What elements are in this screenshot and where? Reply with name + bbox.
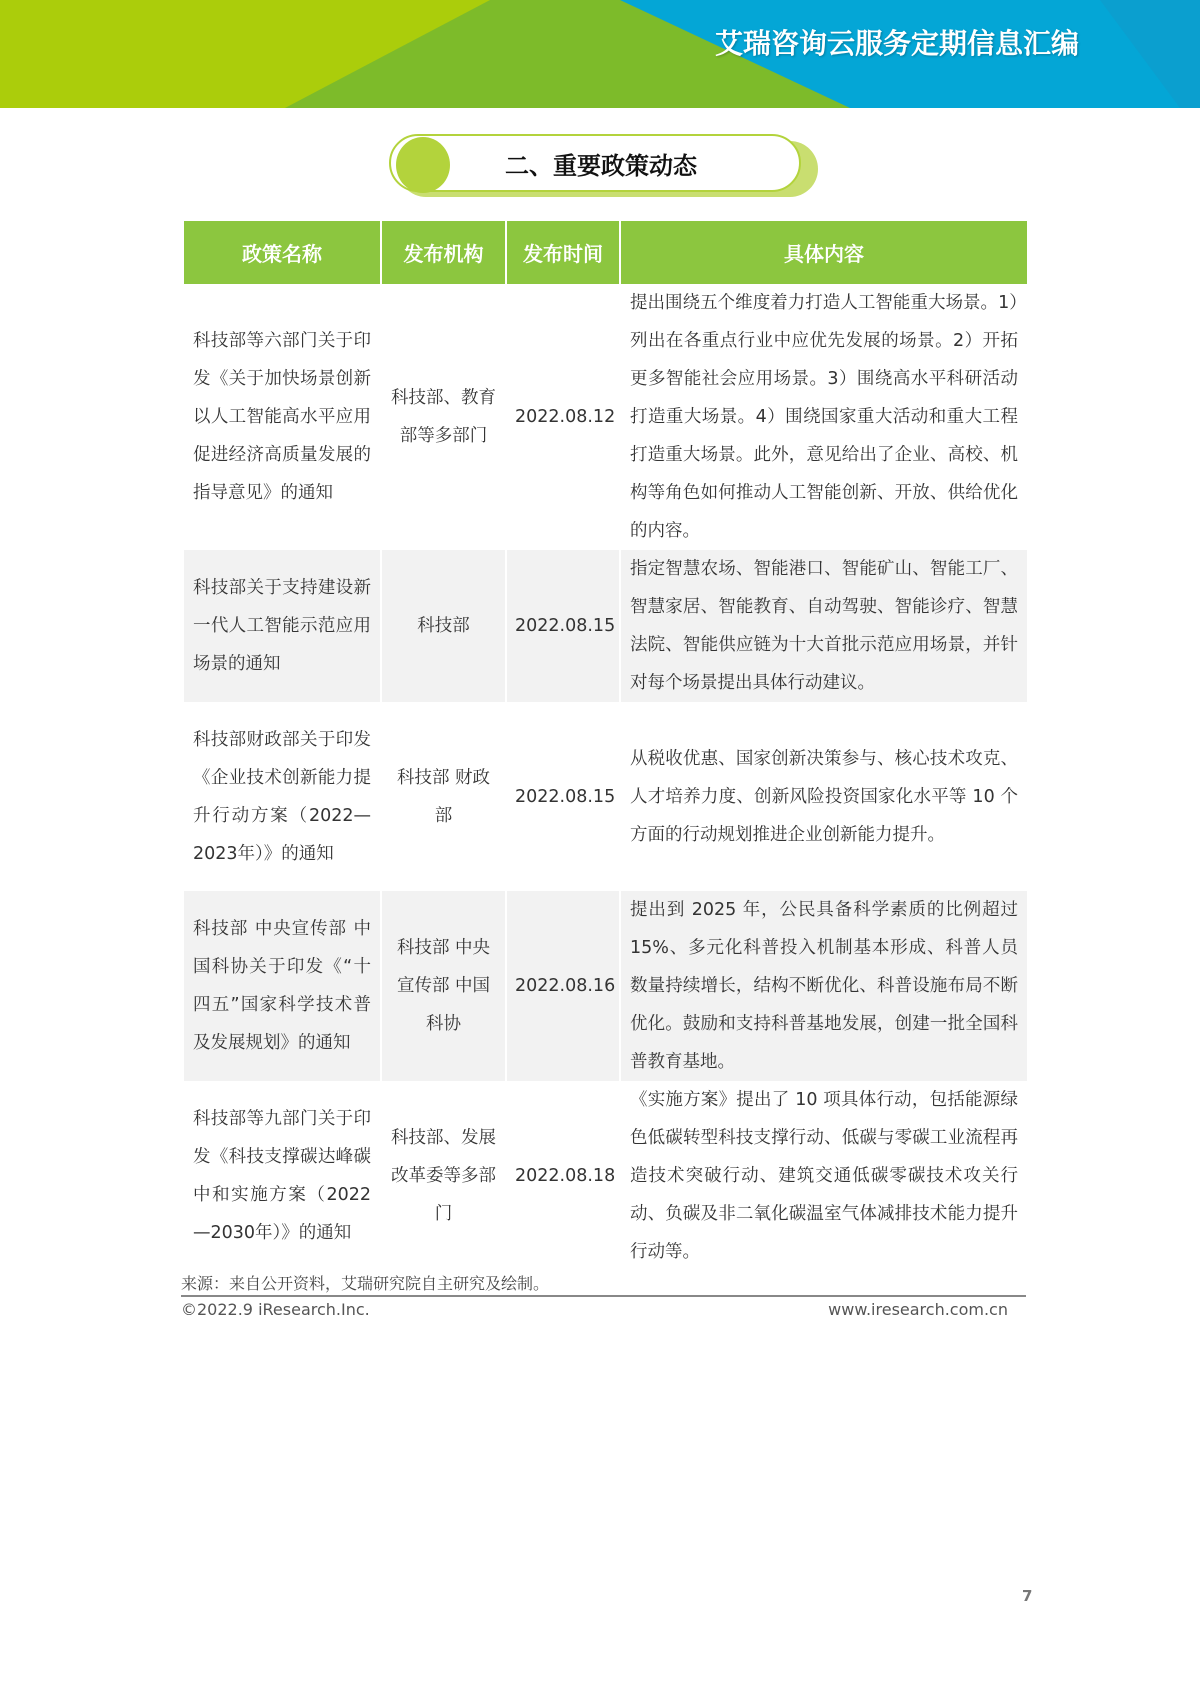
- policy-name: 科技部等九部门关于印发《科技支撑碳达峰碳中和实施方案（2022—2030年）》的通知: [183, 1081, 381, 1271]
- policy-date: 2022.08.15: [506, 702, 620, 891]
- section-title: 二、重要政策动态: [505, 152, 697, 180]
- column-header: 发布机构: [381, 221, 506, 284]
- table-row: [183, 702, 1028, 891]
- policy-date: 2022.08.16: [506, 891, 620, 1081]
- table-row: [183, 1081, 1028, 1271]
- policy-org: 科技部、教育部等多部门: [381, 284, 506, 550]
- policy-content: 《实施方案》提出了 10 项具体行动，包括能源绿色低碳转型科技支撑行动、低碳与零碳工业流程再造技术突破行动、建筑交通低碳零碳技术攻关行动、负碳及非二氧化碳温室气体减排技术能力提升行动等。: [620, 1081, 1028, 1271]
- table-header-row: [183, 221, 1028, 284]
- column-header: 发布时间: [506, 221, 620, 284]
- policy-date: 2022.08.12: [506, 284, 620, 550]
- website-link[interactable]: www.iresearch.com.cn: [828, 1300, 1008, 1319]
- policy-table: [182, 221, 1029, 1271]
- source-note: 来源：来自公开资料，艾瑞研究院自主研究及绘制。: [181, 1274, 550, 1293]
- banner-title: 艾瑞咨询云服务定期信息汇编: [715, 27, 1080, 60]
- policy-content: 指定智慧农场、智能港口、智能矿山、智能工厂、智慧家居、智能教育、自动驾驶、智能诊疗、智慧法院、智能供应链为十大首批示范应用场景，并针对每个场景提出具体行动建议。: [620, 550, 1028, 702]
- column-header: 具体内容: [620, 221, 1028, 284]
- policy-org: 科技部、发展改革委等多部门: [381, 1081, 506, 1271]
- table-row: [183, 284, 1028, 550]
- policy-org: 科技部 财政部: [381, 702, 506, 891]
- column-header: 政策名称: [183, 221, 381, 284]
- policy-date: 2022.08.15: [506, 550, 620, 702]
- policy-content: 提出围绕五个维度着力打造人工智能重大场景。1）列出在各重点行业中应优先发展的场景。2）开拓更多智能社会应用场景。3）围绕高水平科研活动打造重大场景。4）围绕国家重大活动和重大工程打造重大场景。此外，意见给出了企业、高校、机构等角色如何推动人工智能创新、开放、供给优化的内容。: [620, 284, 1028, 550]
- policy-content: 提出到 2025 年，公民具备科学素质的比例超过15%、多元化科普投入机制基本形成、科普人员数量持续增长，结构不断优化、科普设施布局不断优化。鼓励和支持科普基地发展，创建一批全国科普教育基地。: [620, 891, 1028, 1081]
- footer-divider: [181, 1295, 1026, 1297]
- copyright: ©2022.9 iResearch.Inc.: [181, 1300, 370, 1319]
- policy-name: 科技部财政部关于印发《企业技术创新能力提升行动方案（2022—2023年）》的通知: [183, 702, 381, 891]
- policy-name: 科技部等六部门关于印发《关于加快场景创新以人工智能高水平应用促进经济高质量发展的指导意见》的通知: [183, 284, 381, 550]
- policy-name: 科技部 中央宣传部 中国科协关于印发《“十四五”国家科学技术普及发展规划》的通知: [183, 891, 381, 1081]
- policy-org: 科技部 中央宣传部 中国科协: [381, 891, 506, 1081]
- policy-date: 2022.08.18: [506, 1081, 620, 1271]
- table-row: [183, 550, 1028, 702]
- table-row: [183, 891, 1028, 1081]
- header-banner: [0, 0, 1200, 108]
- policy-name: 科技部关于支持建设新一代人工智能示范应用场景的通知: [183, 550, 381, 702]
- policy-org: 科技部: [381, 550, 506, 702]
- page-number: 7: [1022, 1587, 1033, 1605]
- policy-content: 从税收优惠、国家创新决策参与、核心技术攻克、人才培养力度、创新风险投资国家化水平等 10 个方面的行动规划推进企业创新能力提升。: [620, 702, 1028, 891]
